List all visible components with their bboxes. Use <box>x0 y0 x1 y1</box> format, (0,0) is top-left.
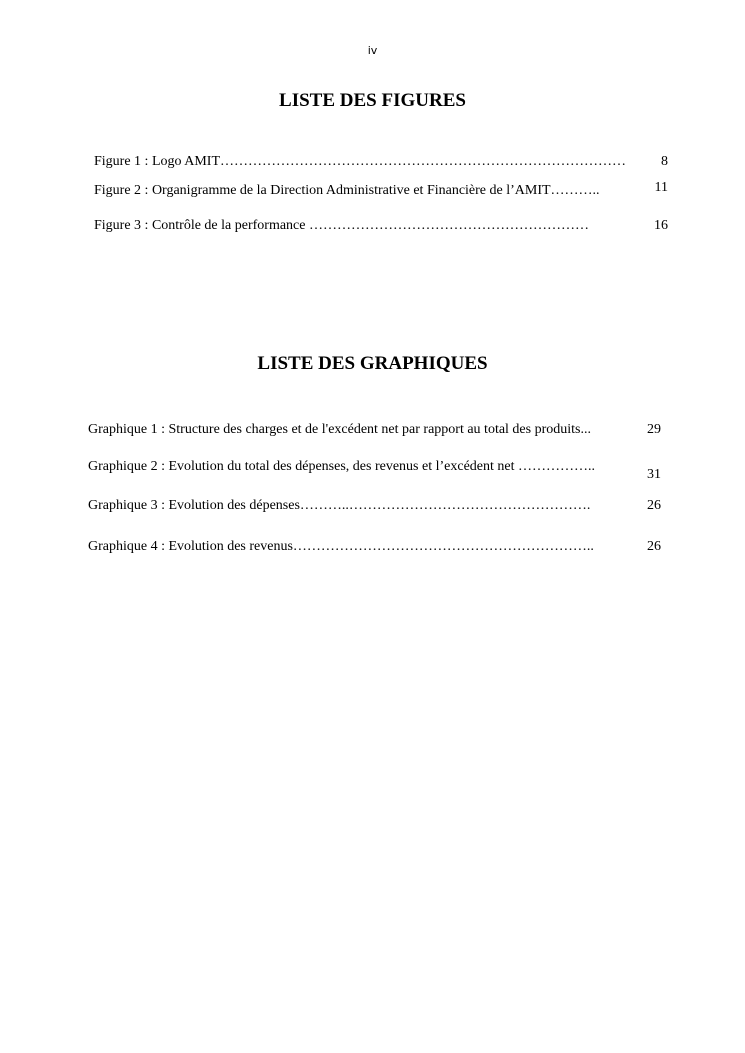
figure-entry-3[interactable] <box>94 218 589 234</box>
figure-entry-1[interactable] <box>94 154 626 170</box>
figure-entry-label: Figure 2 : Organigramme de la Direction Administrative et Financière de l’AMIT……….. <box>94 183 600 198</box>
graph-entry-4[interactable] <box>88 539 594 555</box>
figure-entry-page: 8 <box>661 154 668 169</box>
graph-entry-page: 31 <box>647 467 661 482</box>
graph-entry-label: Graphique 3 : Evolution des dépenses………..……………………………………………. <box>88 498 591 513</box>
list-of-figures-title: LISTE DES FIGURES <box>279 90 466 111</box>
graph-entry-label: Graphique 2 : Evolution du total des dépenses, des revenus et l’excédent net …………….. <box>88 459 595 474</box>
graph-entry-label: Graphique 1 : Structure des charges et de l'excédent net par rapport au total des produits... <box>88 422 591 437</box>
page-number: iv <box>367 44 378 57</box>
graph-entry-page: 26 <box>647 539 661 554</box>
graph-entry-2[interactable] <box>88 459 595 475</box>
figure-entry-label: Figure 3 : Contrôle de la performance …………………………………………………… <box>94 218 589 233</box>
graph-entry-page: 29 <box>647 422 661 437</box>
figure-entry-label: Figure 1 : Logo AMIT…………………………………………………………………………… <box>94 154 626 169</box>
graph-entry-3[interactable] <box>88 498 590 514</box>
graph-entry-page: 26 <box>647 498 661 513</box>
graph-entry-label: Graphique 4 : Evolution des revenus……………………………………………………….. <box>88 539 594 554</box>
list-of-graphs-title: LISTE DES GRAPHIQUES <box>257 353 488 374</box>
graph-entry-1[interactable] <box>88 422 591 438</box>
figure-entry-page: 11 <box>654 180 668 195</box>
figure-entry-page: 16 <box>654 218 668 233</box>
figure-entry-2[interactable] <box>94 183 600 199</box>
